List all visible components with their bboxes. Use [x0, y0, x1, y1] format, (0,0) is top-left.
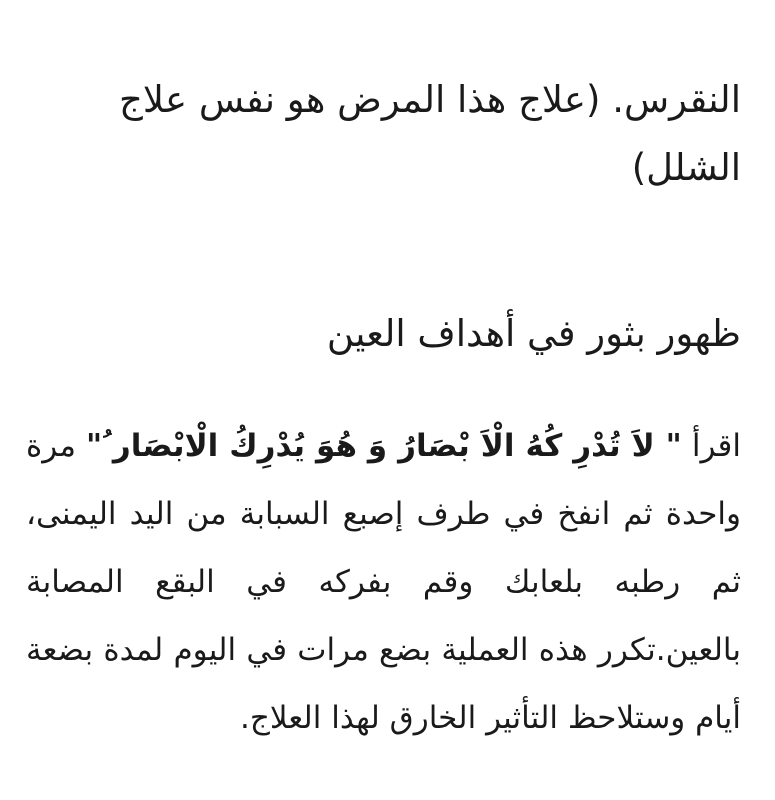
section-heading: ظهور بثور في أهداف العين	[326, 312, 741, 355]
quran-quote: " لاَ تُدْرِ كُهُ الْاَ بْصَارُ وَ هُوَ يُدْرِكُ الْابْصَار ُ"	[85, 428, 682, 464]
body-text: مرة واحدة ثم انفخ في طرف إصبع السبابة من اليد اليمنى، ثم رطبه بلعابك وقم بفركه في البقع المصابة بالعين.تكرر هذه العملية بضع مرات في اليوم لمدة بضعة أيام وستلاحظ التأثير الخارق لهذا العلاج.	[26, 428, 741, 736]
intro-paragraph: النقرس. (علاج هذا المرض هو نفس علاج الشلل)	[119, 78, 741, 189]
body-paragraph	[26, 412, 741, 752]
body-prefix: اقرأ	[681, 428, 741, 464]
